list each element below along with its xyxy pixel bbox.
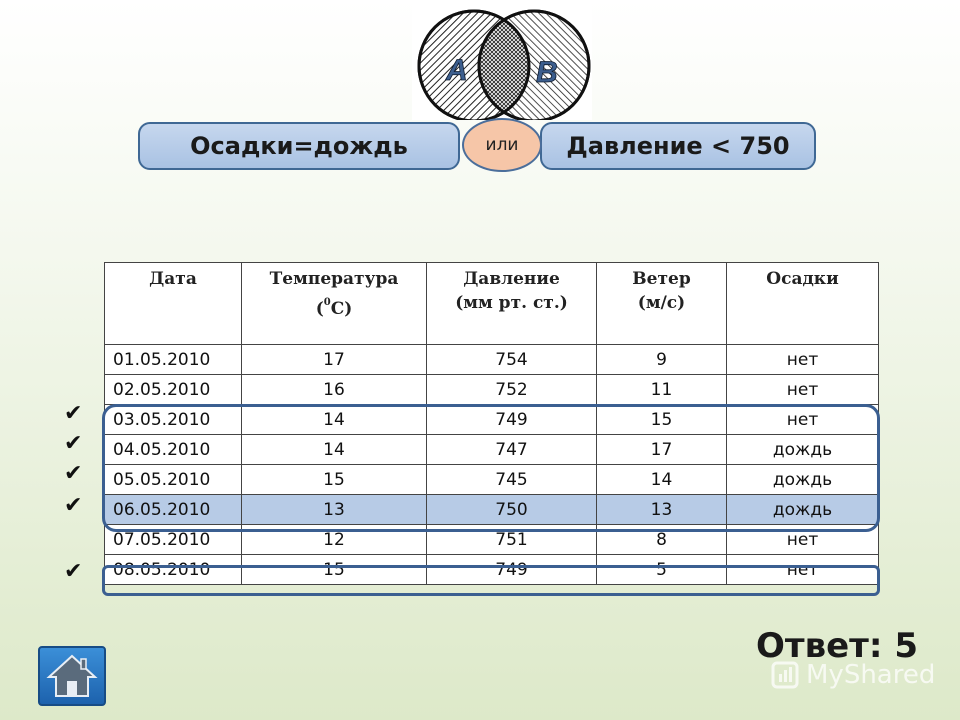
cell-pressure: 749 [427,555,597,585]
condition-right: Давление < 750 [540,122,816,170]
condition-left: Осадки=дождь [138,122,460,170]
cell-pressure: 752 [427,375,597,405]
watermark-logo-icon [770,660,800,690]
cell-temperature: 14 [242,405,427,435]
table-row [105,435,879,465]
header-pressure-unit: (мм рт. ст.) [455,293,568,313]
table-row [105,345,879,375]
check-mark-icon: ✔ [64,461,83,486]
table-row [105,405,879,435]
cell-temperature: 15 [242,465,427,495]
answer-text: Ответ: 5 [756,626,918,666]
cell-temperature: 17 [242,345,427,375]
watermark [770,660,935,690]
cell-date: 01.05.2010 [105,345,242,375]
cell-wind: 11 [597,375,727,405]
cell-date: 07.05.2010 [105,525,242,555]
venn-label-b: B [536,56,558,89]
cell-date: 06.05.2010 [105,495,242,525]
header-pressure-title: Давление [463,269,560,289]
header-temperature-degree: 0 [323,297,331,308]
table-row [105,555,879,585]
table-row [105,465,879,495]
header-temperature [242,263,427,345]
cell-temperature: 16 [242,375,427,405]
venn-diagram [412,0,592,120]
header-precipitation: Осадки [727,263,879,345]
cell-precipitation: дождь [727,435,879,465]
check-mark-icon: ✔ [64,401,83,426]
check-mark-icon: ✔ [64,559,83,584]
cell-pressure: 747 [427,435,597,465]
weather-table [104,262,879,585]
cell-pressure: 750 [427,495,597,525]
header-temperature-unit: С) [330,299,353,319]
header-pressure [427,263,597,345]
cell-pressure: 754 [427,345,597,375]
table-row-highlighted [105,495,879,525]
cell-wind: 15 [597,405,727,435]
cell-temperature: 12 [242,525,427,555]
cell-date: 04.05.2010 [105,435,242,465]
cell-wind: 9 [597,345,727,375]
cell-pressure: 749 [427,405,597,435]
cell-precipitation: нет [727,375,879,405]
home-icon [46,653,98,699]
table-row [105,375,879,405]
header-temperature-open: ( [315,299,324,319]
cell-precipitation: нет [727,345,879,375]
cell-wind: 17 [597,435,727,465]
cell-date: 05.05.2010 [105,465,242,495]
table-row [105,525,879,555]
cell-date: 02.05.2010 [105,375,242,405]
cell-precipitation: дождь [727,495,879,525]
header-wind-title: Ветер [632,269,691,289]
table-header-row [105,263,879,345]
check-mark-icon: ✔ [64,493,83,518]
cell-temperature: 15 [242,555,427,585]
watermark-text: MyShared [806,660,936,690]
cell-date: 08.05.2010 [105,555,242,585]
header-date: Дата [105,263,242,345]
check-mark-icon: ✔ [64,431,83,456]
header-wind-unit: (м/с) [637,293,686,313]
cell-wind: 13 [597,495,727,525]
venn-label-a: A [446,54,468,87]
cell-pressure: 751 [427,525,597,555]
cell-temperature: 13 [242,495,427,525]
cell-precipitation: дождь [727,465,879,495]
cell-wind: 5 [597,555,727,585]
cell-pressure: 745 [427,465,597,495]
home-button[interactable] [38,646,106,706]
cell-precipitation: нет [727,525,879,555]
header-wind [597,263,727,345]
cell-wind: 14 [597,465,727,495]
cell-precipitation: нет [727,555,879,585]
cell-date: 03.05.2010 [105,405,242,435]
cell-wind: 8 [597,525,727,555]
header-temperature-title: Температура [269,269,399,289]
operator-or: или [462,118,542,172]
cell-temperature: 14 [242,435,427,465]
cell-precipitation: нет [727,405,879,435]
